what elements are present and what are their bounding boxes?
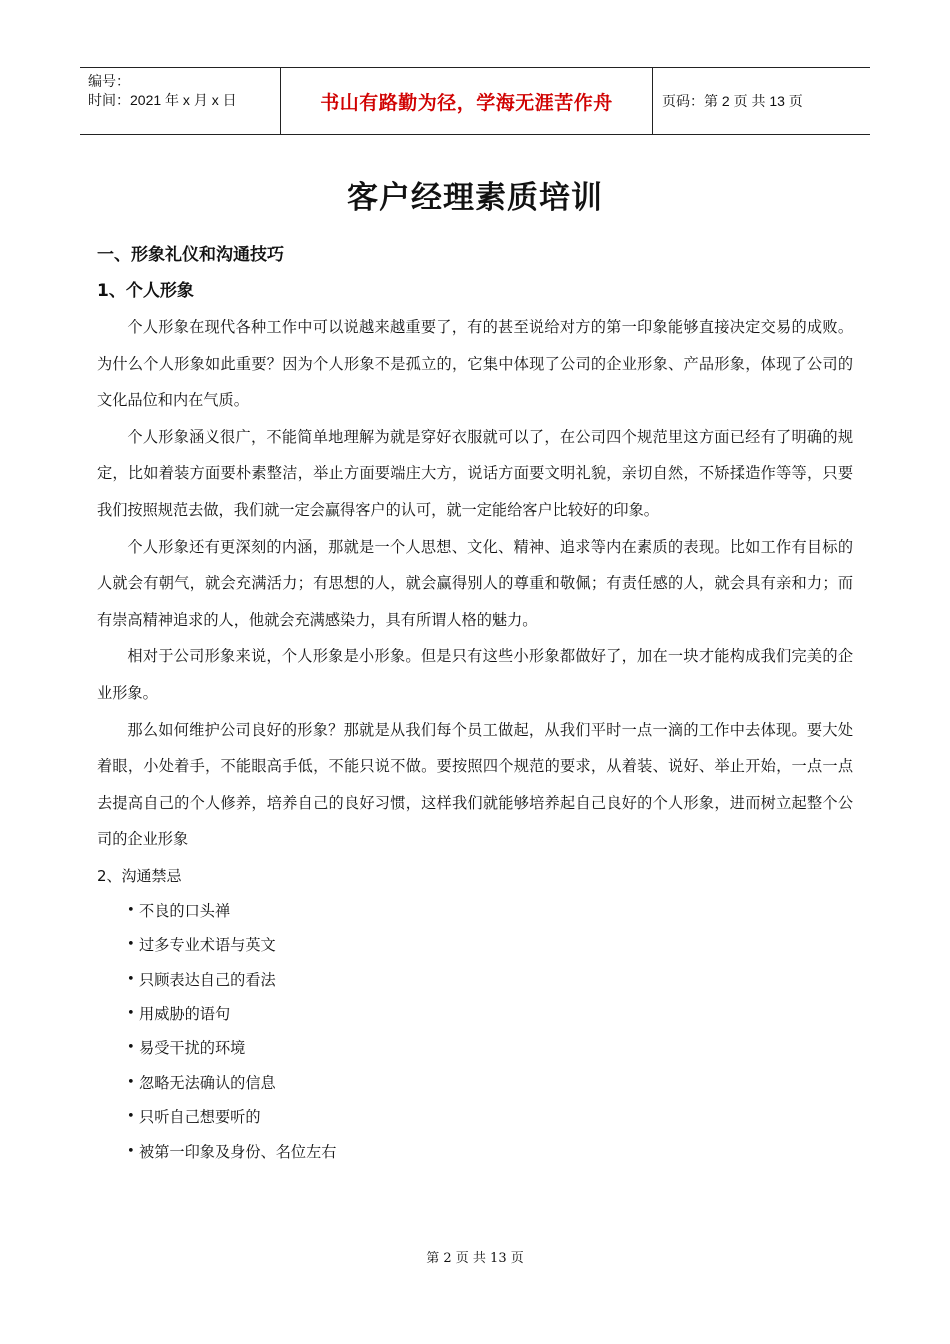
- header-motto-cell: [280, 68, 653, 134]
- list-item-text: 过多专业术语与英文: [139, 936, 276, 955]
- list-item-text: 易受干扰的环境: [139, 1039, 246, 1058]
- subsection-heading-communication: 2、沟通禁忌: [97, 866, 182, 885]
- list-item-text: 只听自己想要听的: [139, 1108, 261, 1127]
- header-number: 编号：: [88, 73, 130, 89]
- taboo-list: [97, 894, 853, 1169]
- paragraph: 相对于公司形象来说，个人形象是小形象。但是只有这些小形象都做好了，加在一块才能构成我们完美的企业形象。: [97, 647, 853, 702]
- list-item: [97, 1100, 853, 1134]
- page-header: [80, 67, 870, 135]
- list-item: [97, 928, 853, 962]
- header-motto: 书山有路勤为径，学海无涯苦作舟: [320, 91, 613, 114]
- bullet-icon: •: [127, 1005, 135, 1021]
- paragraph: 那么如何维护公司良好的形象？那就是从我们每个员工做起，从我们平时一点一滴的工作中去体现。要大处着眼，小处着手，不能眼高手低，不能只说不做。要按照四个规范的要求，从着装、说好、举止开始，一点一点去提高自己的个人修养，培养自己的良好习惯，这样我们就能够培养起自己良好的个人形象，进而树立起整个公司的企业形象: [97, 720, 853, 849]
- bullet-icon: •: [127, 1074, 135, 1090]
- header-page-label: 页码：第 2 页 共 13 页: [662, 93, 803, 109]
- header-meta: [80, 68, 280, 134]
- subsection-heading-personal-image: 1、个人形象: [97, 281, 194, 301]
- bullet-icon: •: [127, 1109, 135, 1125]
- paragraph: 个人形象还有更深刻的内涵，那就是一个人思想、文化、精神、追求等内在素质的表现。比如工作有目标的人就会有朝气，就会充满活力；有思想的人，就会赢得别人的尊重和敬佩；有责任感的人，就会具有亲和力；而有崇高精神追求的人，他就会充满感染力，具有所谓人格的魅力。: [97, 537, 853, 629]
- list-item: [97, 1031, 853, 1065]
- list-item: [97, 963, 853, 997]
- paragraph: 个人形象涵义很广，不能简单地理解为就是穿好衣服就可以了，在公司四个规范里这方面已经有了明确的规定，比如着装方面要朴素整洁，举止方面要端庄大方，说话方面要文明礼貌，亲切自然，不矫揉造作等等，只要我们按照规范去做，我们就一定会赢得客户的认可，就一定能给客户比较好的印象。: [97, 427, 853, 519]
- list-item: [97, 1135, 853, 1169]
- list-item-text: 用威胁的语句: [139, 1004, 231, 1023]
- document-body: [97, 309, 853, 1169]
- list-item: [97, 894, 853, 928]
- bullet-icon: •: [127, 937, 135, 953]
- list-item-text: 被第一印象及身份、名位左右: [139, 1142, 337, 1161]
- list-item-text: 只顾表达自己的看法: [139, 970, 276, 989]
- document-title: 客户经理素质培训: [347, 180, 603, 216]
- list-item: [97, 997, 853, 1031]
- header-page-cell: [653, 68, 870, 134]
- list-item: [97, 1066, 853, 1100]
- bullet-icon: •: [127, 971, 135, 987]
- section-heading: 一、形象礼仪和沟通技巧: [97, 245, 284, 265]
- bullet-icon: •: [127, 902, 135, 918]
- list-item-text: 不良的口头禅: [139, 901, 231, 920]
- header-time: 时间：2021 年 x 月 x 日: [88, 92, 237, 108]
- list-item-text: 忽略无法确认的信息: [139, 1073, 276, 1092]
- paragraph: 个人形象在现代各种工作中可以说越来越重要了，有的甚至说给对方的第一印象能够直接决定交易的成败。为什么个人形象如此重要？因为个人形象不是孤立的，它集中体现了公司的企业形象、产品形象，体现了公司的文化品位和内在气质。: [97, 318, 853, 410]
- bullet-icon: •: [127, 1143, 135, 1159]
- page-footer: 第 2 页 共 13 页: [426, 1251, 524, 1266]
- bullet-icon: •: [127, 1040, 135, 1056]
